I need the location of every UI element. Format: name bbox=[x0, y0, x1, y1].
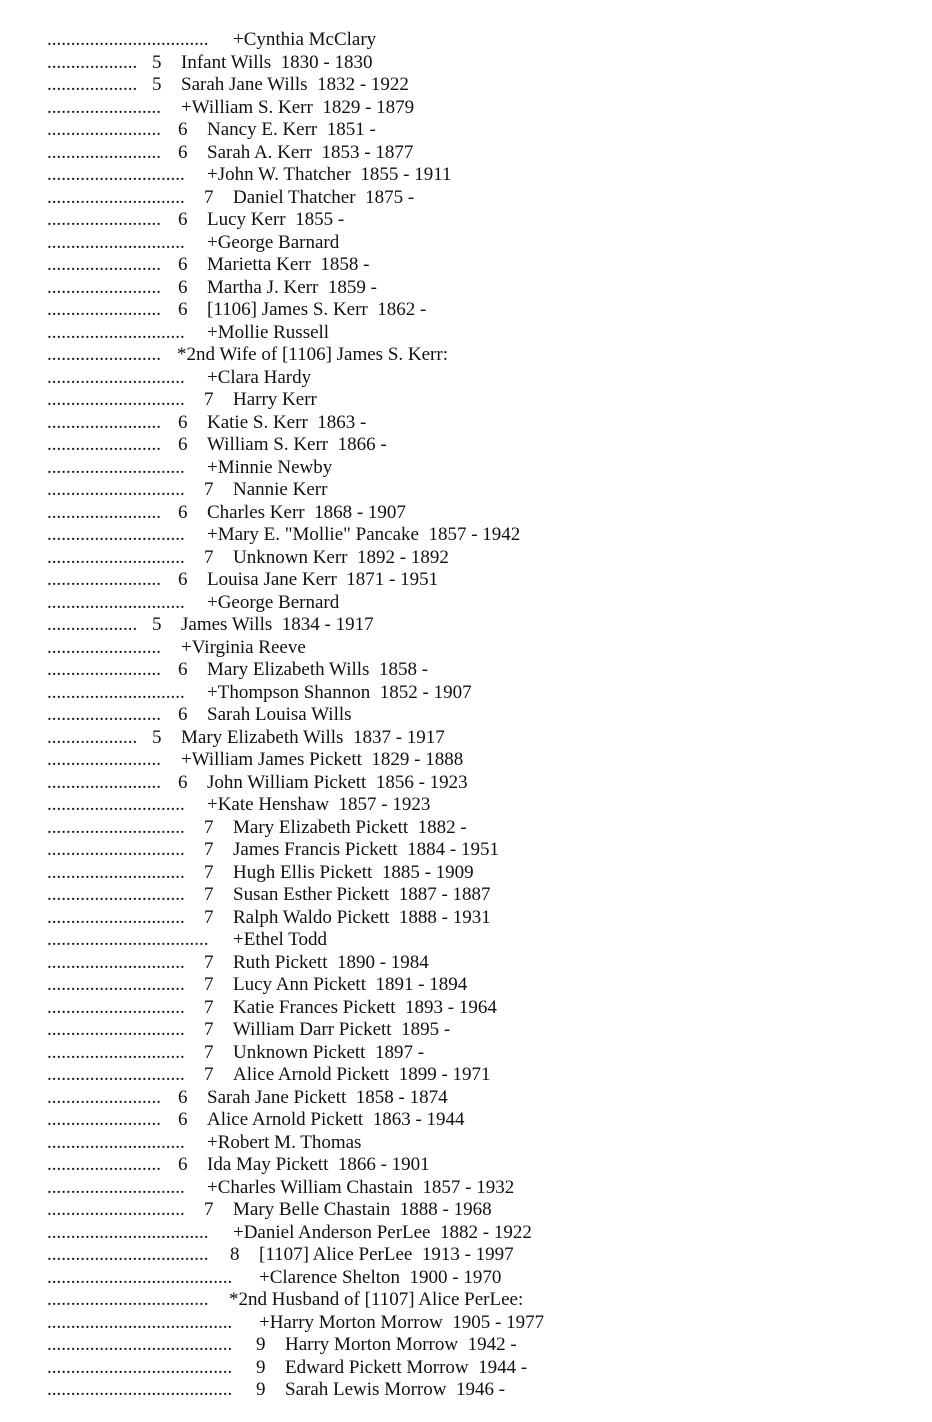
leader-dots: ........................ bbox=[47, 209, 161, 230]
person-line bbox=[0, 1245, 932, 1268]
leader-dots: ........................ bbox=[47, 96, 161, 118]
generation-number: 6 bbox=[178, 569, 188, 590]
generation-number: 9 bbox=[256, 1356, 266, 1378]
spouse-line bbox=[0, 683, 932, 706]
leader-dots: ............................. bbox=[47, 164, 185, 185]
spouse-line bbox=[0, 323, 932, 346]
person-line bbox=[0, 503, 932, 526]
generation-number: 7 bbox=[204, 1199, 214, 1220]
generation-number: 9 bbox=[256, 1334, 266, 1355]
generation-number: 7 bbox=[204, 186, 214, 208]
leader-dots: ............................. bbox=[47, 1019, 185, 1040]
person-line bbox=[0, 413, 932, 436]
generation-number: 6 bbox=[178, 119, 188, 140]
generation-number: 6 bbox=[178, 141, 188, 163]
spouse-name: +George Bernard bbox=[207, 591, 340, 613]
leader-dots: ............................. bbox=[47, 1176, 185, 1198]
leader-dots: ............................. bbox=[47, 996, 185, 1018]
leader-dots: ............................. bbox=[47, 546, 185, 568]
leader-dots: ................... bbox=[47, 726, 138, 748]
person-line bbox=[0, 435, 932, 458]
leader-dots: ........................ bbox=[47, 299, 161, 320]
generation-number: 6 bbox=[178, 276, 188, 298]
leader-dots: ................... bbox=[47, 74, 138, 95]
generation-number: 6 bbox=[178, 434, 188, 455]
generation-number: 5 bbox=[152, 51, 162, 73]
spouse-name: +Cynthia McClary bbox=[233, 29, 377, 50]
spouse-line bbox=[0, 1178, 932, 1201]
generation-number: 6 bbox=[178, 1154, 188, 1175]
leader-dots: ............................. bbox=[47, 186, 185, 208]
leader-dots: ............................. bbox=[47, 231, 185, 253]
generation-number: 7 bbox=[204, 479, 214, 500]
person-name: Harry Morton Morrow 1942 - bbox=[285, 1334, 517, 1355]
leader-dots: ................... bbox=[47, 51, 138, 73]
leader-dots: ........................ bbox=[47, 704, 161, 725]
generation-number: 5 bbox=[152, 614, 162, 635]
leader-dots: ........................ bbox=[47, 434, 161, 455]
spouse-line bbox=[0, 458, 932, 481]
person-name: Ruth Pickett 1890 - 1984 bbox=[233, 951, 429, 973]
spouse-name: +William James Pickett 1829 - 1888 bbox=[181, 749, 464, 770]
person-line bbox=[0, 570, 932, 593]
leader-dots: .................................. bbox=[47, 29, 209, 50]
generation-number: 7 bbox=[204, 839, 214, 860]
person-line bbox=[0, 885, 932, 908]
person-line bbox=[0, 615, 932, 638]
person-name: Mary Belle Chastain 1888 - 1968 bbox=[233, 1199, 492, 1220]
person-line bbox=[0, 300, 932, 323]
leader-dots: ............................. bbox=[47, 321, 185, 343]
spouse-line bbox=[0, 638, 932, 661]
generation-number: 7 bbox=[204, 951, 214, 973]
spouse-name: *2nd Wife of [1106] James S. Kerr: bbox=[177, 344, 448, 365]
person-name: Sarah Jane Pickett 1858 - 1874 bbox=[207, 1086, 448, 1108]
leader-dots: ........................ bbox=[47, 636, 161, 658]
person-line bbox=[0, 998, 932, 1021]
spouse-line bbox=[0, 368, 932, 391]
person-line bbox=[0, 188, 932, 211]
leader-dots: ........................ bbox=[47, 1086, 161, 1108]
leader-dots: ............................. bbox=[47, 524, 185, 545]
person-line bbox=[0, 975, 932, 998]
leader-dots: ........................ bbox=[47, 749, 161, 770]
person-name: Edward Pickett Morrow 1944 - bbox=[285, 1356, 528, 1378]
leader-dots: ....................................... bbox=[47, 1334, 233, 1355]
person-name: Sarah Louisa Wills bbox=[207, 704, 352, 725]
person-line bbox=[0, 548, 932, 571]
person-name: Lucy Kerr 1855 - bbox=[207, 209, 345, 230]
spouse-line bbox=[0, 98, 932, 121]
leader-dots: ............................. bbox=[47, 389, 185, 410]
leader-dots: ............................. bbox=[47, 1041, 185, 1063]
leader-dots: ........................ bbox=[47, 569, 161, 590]
person-name: Nannie Kerr bbox=[233, 479, 328, 500]
generation-number: 6 bbox=[178, 501, 188, 523]
leader-dots: ........................ bbox=[47, 411, 161, 433]
generation-number: 7 bbox=[204, 389, 214, 410]
spouse-line bbox=[0, 1223, 932, 1246]
spouse-name: +Clarence Shelton 1900 - 1970 bbox=[259, 1266, 502, 1288]
person-line bbox=[0, 1020, 932, 1043]
spouse-name: +Minnie Newby bbox=[207, 456, 333, 478]
spouse-line bbox=[0, 165, 932, 188]
person-name: Charles Kerr 1868 - 1907 bbox=[207, 501, 406, 523]
spouse-name: +Robert M. Thomas bbox=[207, 1131, 362, 1153]
person-name: James Wills 1834 - 1917 bbox=[181, 614, 374, 635]
person-name: Katie S. Kerr 1863 - bbox=[207, 411, 367, 433]
spouse-name: +George Barnard bbox=[207, 231, 340, 253]
leader-dots: ........................ bbox=[47, 501, 161, 523]
person-name: Susan Esther Pickett 1887 - 1887 bbox=[233, 884, 491, 905]
spouse-line bbox=[0, 1290, 932, 1313]
leader-dots: ........................ bbox=[47, 141, 161, 163]
spouse-name: +Daniel Anderson PerLee 1882 - 1922 bbox=[233, 1221, 532, 1243]
spouse-name: +Kate Henshaw 1857 - 1923 bbox=[207, 794, 431, 815]
leader-dots: ............................. bbox=[47, 906, 185, 928]
spouse-name: +William S. Kerr 1829 - 1879 bbox=[181, 96, 415, 118]
leader-dots: ............................. bbox=[47, 974, 185, 995]
person-line bbox=[0, 1065, 932, 1088]
leader-dots: ............................. bbox=[47, 456, 185, 478]
leader-dots: ....................................... bbox=[47, 1379, 233, 1400]
generation-number: 9 bbox=[256, 1379, 266, 1400]
person-line bbox=[0, 840, 932, 863]
spouse-name: *2nd Husband of [1107] Alice PerLee: bbox=[229, 1289, 524, 1310]
leader-dots: ............................. bbox=[47, 1131, 185, 1153]
person-name: James Francis Pickett 1884 - 1951 bbox=[233, 839, 499, 860]
leader-dots: .................................. bbox=[47, 929, 209, 950]
leader-dots: ............................. bbox=[47, 884, 185, 905]
generation-number: 6 bbox=[178, 659, 188, 680]
spouse-name: +Ethel Todd bbox=[233, 929, 327, 950]
generation-number: 6 bbox=[178, 411, 188, 433]
spouse-line bbox=[0, 345, 932, 368]
generation-number: 6 bbox=[178, 1109, 188, 1130]
generation-number: 7 bbox=[204, 546, 214, 568]
leader-dots: ............................. bbox=[47, 951, 185, 973]
leader-dots: ....................................... bbox=[47, 1356, 233, 1378]
person-line bbox=[0, 390, 932, 413]
person-line bbox=[0, 728, 932, 751]
person-name: Alice Arnold Pickett 1899 - 1971 bbox=[233, 1064, 491, 1085]
leader-dots: ........................ bbox=[47, 344, 161, 365]
generation-number: 7 bbox=[204, 1041, 214, 1063]
generation-number: 6 bbox=[178, 254, 188, 275]
leader-dots: ............................. bbox=[47, 479, 185, 500]
person-name: Martha J. Kerr 1859 - bbox=[207, 276, 377, 298]
generation-number: 6 bbox=[178, 209, 188, 230]
spouse-name: +Mollie Russell bbox=[207, 321, 330, 343]
person-name: Nancy E. Kerr 1851 - bbox=[207, 119, 376, 140]
person-name: Sarah Jane Wills 1832 - 1922 bbox=[181, 74, 409, 95]
person-line bbox=[0, 75, 932, 98]
person-name: Katie Frances Pickett 1893 - 1964 bbox=[233, 996, 497, 1018]
person-name: Mary Elizabeth Wills 1837 - 1917 bbox=[181, 726, 445, 748]
leader-dots: ............................. bbox=[47, 1064, 185, 1085]
leader-dots: ........................ bbox=[47, 276, 161, 298]
person-name: Infant Wills 1830 - 1830 bbox=[181, 51, 373, 73]
leader-dots: ............................. bbox=[47, 794, 185, 815]
person-line bbox=[0, 1110, 932, 1133]
leader-dots: .................................. bbox=[47, 1289, 209, 1310]
spouse-name: +Virginia Reeve bbox=[181, 636, 306, 658]
person-name: Mary Elizabeth Wills 1858 - bbox=[207, 659, 429, 680]
leader-dots: .................................. bbox=[47, 1244, 209, 1265]
leader-dots: ................... bbox=[47, 614, 138, 635]
spouse-name: +Thompson Shannon 1852 - 1907 bbox=[207, 681, 472, 703]
generation-number: 6 bbox=[178, 1086, 188, 1108]
generation-number: 7 bbox=[204, 974, 214, 995]
spouse-name: +Mary E. "Mollie" Pancake 1857 - 1942 bbox=[207, 524, 521, 545]
person-line bbox=[0, 660, 932, 683]
leader-dots: ............................. bbox=[47, 816, 185, 838]
person-line bbox=[0, 255, 932, 278]
leader-dots: ........................ bbox=[47, 771, 161, 793]
leader-dots: ........................ bbox=[47, 119, 161, 140]
person-name: Hugh Ellis Pickett 1885 - 1909 bbox=[233, 861, 474, 883]
leader-dots: ............................. bbox=[47, 591, 185, 613]
person-name: Louisa Jane Kerr 1871 - 1951 bbox=[207, 569, 439, 590]
spouse-line bbox=[0, 30, 932, 53]
spouse-line bbox=[0, 233, 932, 256]
generation-number: 6 bbox=[178, 704, 188, 725]
person-line bbox=[0, 908, 932, 931]
person-line bbox=[0, 1200, 932, 1223]
person-name: Sarah Lewis Morrow 1946 - bbox=[285, 1379, 506, 1400]
person-name: Mary Elizabeth Pickett 1882 - bbox=[233, 816, 467, 838]
person-name: Ida May Pickett 1866 - 1901 bbox=[207, 1154, 430, 1175]
person-line bbox=[0, 1043, 932, 1066]
leader-dots: ........................ bbox=[47, 254, 161, 275]
generation-number: 8 bbox=[230, 1244, 240, 1265]
person-name: Ralph Waldo Pickett 1888 - 1931 bbox=[233, 906, 491, 928]
person-name: John William Pickett 1856 - 1923 bbox=[207, 771, 468, 793]
person-line bbox=[0, 705, 932, 728]
person-line bbox=[0, 863, 932, 886]
spouse-line bbox=[0, 1313, 932, 1336]
generation-number: 7 bbox=[204, 1064, 214, 1085]
generation-number: 7 bbox=[204, 1019, 214, 1040]
spouse-line bbox=[0, 525, 932, 548]
person-line bbox=[0, 1155, 932, 1178]
spouse-name: +Harry Morton Morrow 1905 - 1977 bbox=[259, 1311, 545, 1333]
person-name: Alice Arnold Pickett 1863 - 1944 bbox=[207, 1109, 465, 1130]
spouse-line bbox=[0, 930, 932, 953]
spouse-name: +John W. Thatcher 1855 - 1911 bbox=[207, 164, 452, 185]
person-name: Harry Kerr bbox=[233, 389, 317, 410]
generation-number: 7 bbox=[204, 906, 214, 928]
person-name: Lucy Ann Pickett 1891 - 1894 bbox=[233, 974, 468, 995]
generation-number: 7 bbox=[204, 861, 214, 883]
person-line bbox=[0, 278, 932, 301]
person-line bbox=[0, 1335, 932, 1358]
leader-dots: ........................ bbox=[47, 1154, 161, 1175]
generation-number: 7 bbox=[204, 884, 214, 905]
generation-number: 7 bbox=[204, 816, 214, 838]
spouse-name: +Charles William Chastain 1857 - 1932 bbox=[207, 1176, 515, 1198]
spouse-line bbox=[0, 593, 932, 616]
person-name: Unknown Pickett 1897 - bbox=[233, 1041, 425, 1063]
person-line bbox=[0, 143, 932, 166]
leader-dots: ............................. bbox=[47, 681, 185, 703]
person-line bbox=[0, 210, 932, 233]
person-line bbox=[0, 1358, 932, 1381]
leader-dots: ....................................... bbox=[47, 1311, 233, 1333]
spouse-line bbox=[0, 795, 932, 818]
person-name: William Darr Pickett 1895 - bbox=[233, 1019, 451, 1040]
person-name: [1107] Alice PerLee 1913 - 1997 bbox=[259, 1244, 514, 1265]
person-line bbox=[0, 53, 932, 76]
person-name: Daniel Thatcher 1875 - bbox=[233, 186, 415, 208]
person-line bbox=[0, 773, 932, 796]
leader-dots: ........................ bbox=[47, 1109, 161, 1130]
person-line bbox=[0, 1380, 932, 1403]
spouse-name: +Clara Hardy bbox=[207, 366, 312, 388]
generation-number: 6 bbox=[178, 299, 188, 320]
person-line bbox=[0, 120, 932, 143]
person-name: William S. Kerr 1866 - bbox=[207, 434, 387, 455]
spouse-line bbox=[0, 750, 932, 773]
person-name: [1106] James S. Kerr 1862 - bbox=[207, 299, 427, 320]
spouse-line bbox=[0, 1268, 932, 1291]
leader-dots: ........................ bbox=[47, 659, 161, 680]
leader-dots: ....................................... bbox=[47, 1266, 233, 1288]
person-name: Marietta Kerr 1858 - bbox=[207, 254, 370, 275]
leader-dots: ............................. bbox=[47, 861, 185, 883]
leader-dots: ............................. bbox=[47, 1199, 185, 1220]
generation-number: 6 bbox=[178, 771, 188, 793]
leader-dots: .................................. bbox=[47, 1221, 209, 1243]
person-name: Sarah A. Kerr 1853 - 1877 bbox=[207, 141, 414, 163]
leader-dots: ............................. bbox=[47, 366, 185, 388]
person-line bbox=[0, 818, 932, 841]
person-name: Unknown Kerr 1892 - 1892 bbox=[233, 546, 449, 568]
person-line bbox=[0, 480, 932, 503]
descendant-report bbox=[0, 30, 932, 1403]
person-line bbox=[0, 1088, 932, 1111]
leader-dots: ............................. bbox=[47, 839, 185, 860]
generation-number: 5 bbox=[152, 74, 162, 95]
person-line bbox=[0, 953, 932, 976]
generation-number: 7 bbox=[204, 996, 214, 1018]
generation-number: 5 bbox=[152, 726, 162, 748]
spouse-line bbox=[0, 1133, 932, 1156]
